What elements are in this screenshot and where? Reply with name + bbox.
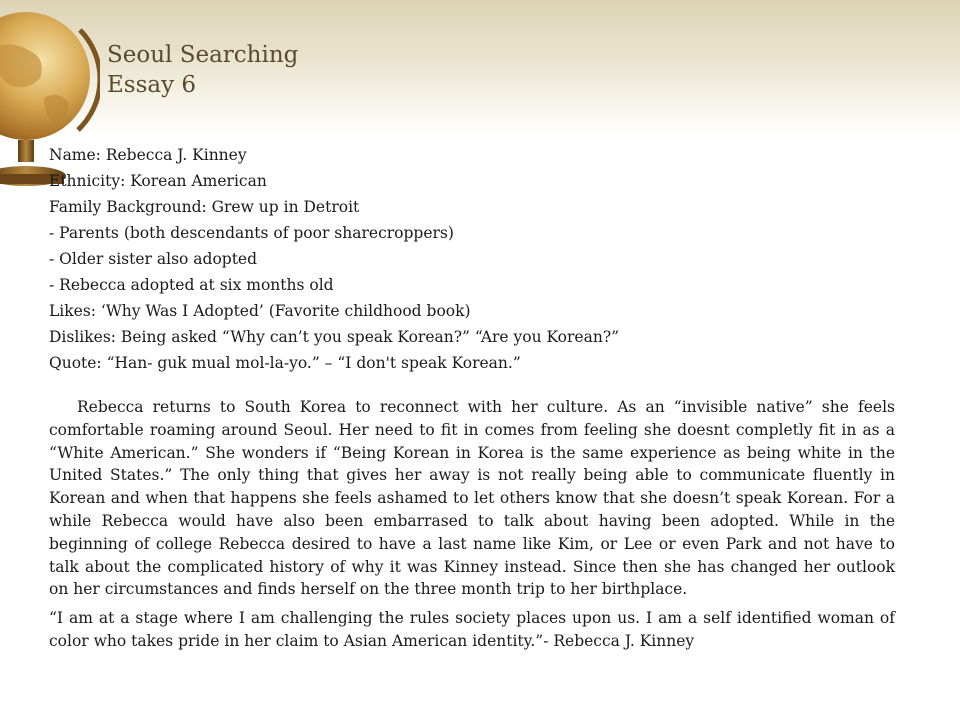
info-sister: - Older sister also adopted (49, 250, 258, 268)
info-name: Name: Rebecca J. Kinney (49, 146, 247, 164)
title-line-1: Seoul Searching (107, 42, 299, 68)
title-line-2: Essay 6 (107, 72, 197, 98)
slide-title (107, 40, 298, 100)
info-ethnicity: Ethnicity: Korean American (49, 172, 267, 190)
closing-quote: “I am at a stage where I am challenging the rules society places upon us. I am a self identified woman of color who takes pride in her claim to Asian American identity.”- Rebecca J. Kinney (49, 609, 895, 650)
info-parents: - Parents (both descendants of poor sharecroppers) (49, 224, 454, 242)
info-background: Family Background: Grew up in Detroit (49, 198, 360, 216)
slide-content (49, 142, 895, 653)
info-dislikes: Dislikes: Being asked “Why can’t you speak Korean?” “Are you Korean?” (49, 328, 620, 346)
info-adopted: - Rebecca adopted at six months old (49, 276, 334, 294)
info-likes: Likes: ‘Why Was I Adopted’ (Favorite childhood book) (49, 302, 471, 320)
info-quote: Quote: “Han- guk mual mol-la-yo.” – “I don't speak Korean.” (49, 354, 521, 372)
essay-paragraph: Rebecca returns to South Korea to reconnect with her culture. As an “invisible native” she feels comfortable roaming around Seoul. Her need to fit in comes from feeling she doesnt completly fit in as a “White American.” She wonders if “Being Korean in Korea is the same experience as being white in the United States.” The only thing that gives her away is not really being able to communicate fluently in Korean and when that happens she feels ashamed to let others know that she doesn’t speak Korean. For a while Rebecca would have also been embarrased to talk about having been adopted. While in the beginning of college Rebecca desired to have a last name like Kim, or Lee or even Park and not have to talk about the complicated history of why it was Kinney instead. Since then she has changed her outlook on her circumstances and finds herself on the three month trip to her birthplace. (49, 398, 895, 599)
